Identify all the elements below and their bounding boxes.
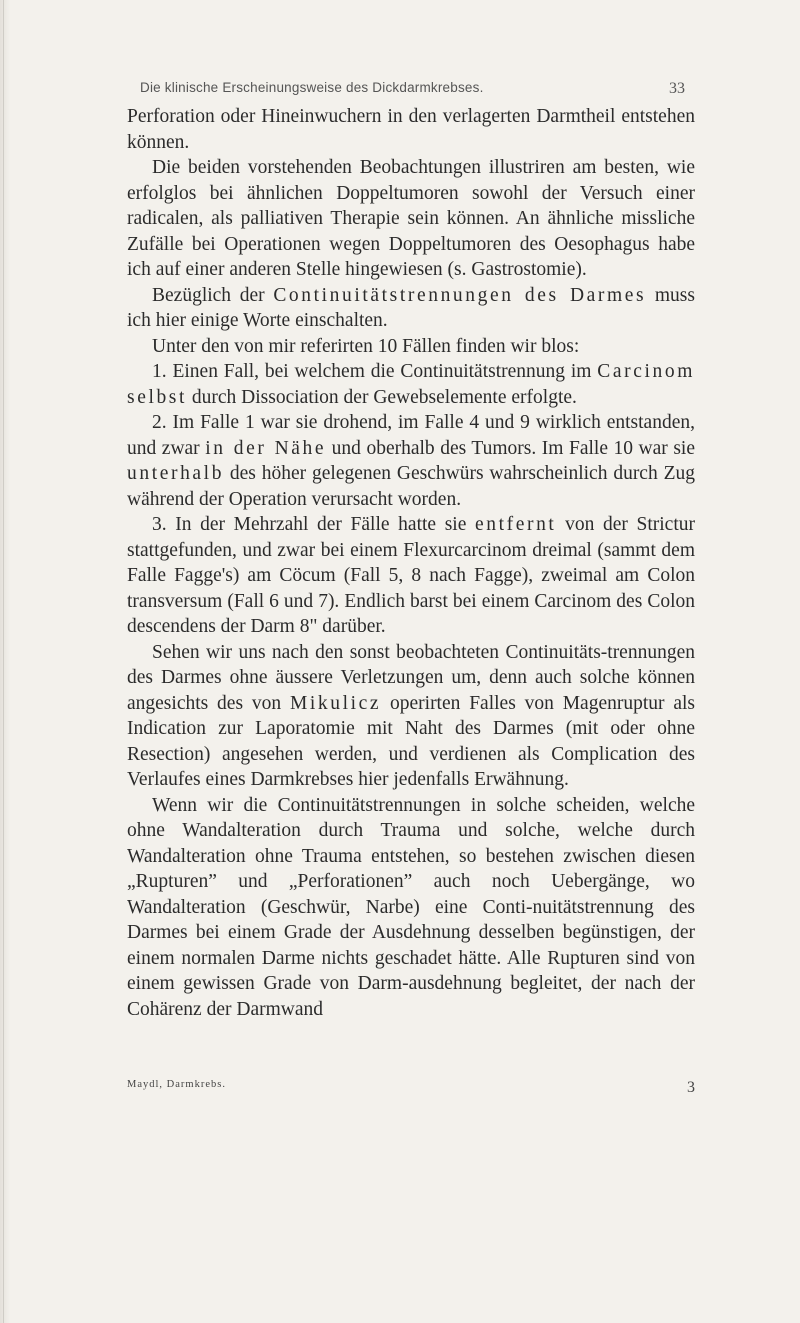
text-run: und oberhalb des Tumors. Im Falle 10 war sie [326,437,695,459]
paragraph [127,512,695,640]
text-run: Perforation oder Hineinwuchern in den verlagerten Darmtheil entstehen können. [127,106,695,153]
paragraph [127,334,695,360]
paragraph [127,283,695,334]
text-run: muss ich hier einige Worte einschalten. [127,284,695,331]
paragraph [127,793,695,1023]
text-run: Sehen wir uns nach den sonst beobachteten Continuitäts-trennungen des Darmes ohne äussere Verletzungen um, denn auch solche können angesichts des von [127,641,695,714]
running-title: Die klinische Erscheinungsweise des Dickdarmkrebses. [140,80,484,95]
page-edge [0,0,10,1323]
page-number: 33 [669,80,685,97]
page-edge-line [3,0,4,1323]
emphasis-spaced-text: Carcinom selbst [127,361,695,408]
text-run: des höher gelegenen Geschwürs wahrscheinlich durch Zug während der Operation verursacht worden. [127,463,695,510]
emphasis-spaced-text: Continuitätstrennungen des Darmes [273,284,647,306]
text-run: von der Strictur stattgefunden, und zwar bei einem Flexurcarcinom dreimal (sammt dem Falle Fagge's) am Cöcum (Fall 5, 8 nach Fagge), zweimal am Colon transversum (Fall 6 und 7). Endlich barst bei einem Carcinom des Colon descendens der Darm 8" darüber. [127,514,695,637]
text-run: 2. Im Falle 1 war sie drohend, im Falle 4 und 9 wirklich entstanden, und zwar [127,412,695,459]
signature-line: Maydl, Darmkrebs. [127,1079,226,1090]
signature-mark: 3 [687,1079,695,1096]
paragraph [127,359,695,410]
text-run: operirten Falles von Magenruptur als Indication zur Laporatomie mit Naht des Darmes (mit oder ohne Resection) angesehen werden, und verdienen als Complication des Verlaufes eines Darmkrebses hier jedenfalls Erwähnung. [127,692,695,790]
text-run: Unter den von mir referirten 10 Fällen finden wir blos: [152,335,580,357]
text-run: 1. Einen Fall, bei welchem die Continuitätstrennung im [152,361,598,382]
text-run: durch Dissociation der Gewebselemente erfolgte. [187,386,577,408]
body-text [127,104,695,1022]
paragraph [127,640,695,793]
emphasis-spaced-text: unterhalb [127,463,225,484]
paragraph [127,410,695,512]
text-run: 3. In der Mehrzahl der Fälle hatte sie [152,514,476,535]
emphasis-spaced-text: in der Nähe [205,437,327,459]
emphasis-spaced-text: entfernt [475,514,557,535]
text-run: Die beiden vorstehenden Beobachtungen illustriren am besten, wie erfolglos bei ähnlichen Doppeltumoren sowohl der Versuch einer radicalen, als palliativen Therapie sein können. An ähnliche missliche Zufälle bei Operationen wegen Doppeltumoren des Oesophagus habe ich auf einer anderen Stelle hingewiesen (s. Gastrostomie). [127,157,695,280]
paragraph [127,155,695,283]
text-run: Wenn wir die Continuitätstrennungen in solche scheiden, welche ohne Wandalteration durch Trauma und solche, welche durch Wandalteration ohne Trauma entstehen, so bestehen zwischen diesen „Rupturen” und „Perforationen” auch noch Uebergänge, wo Wandalteration (Geschwür, Narbe) eine Conti-nuitätstrennung des Darmes bei einem Grade der Ausdehnung desselben begünstigen, der einem normalen Darme nichts geschadet hätte. Alle Rupturen sind von einem gewissen Grade von Darm-ausdehnung begleitet, der nach der Cohärenz der Darmwand [127,794,695,1020]
paragraph [127,104,695,155]
emphasis-spaced-text: Mikulicz [289,692,382,714]
text-run: Bezüglich der [152,284,274,306]
